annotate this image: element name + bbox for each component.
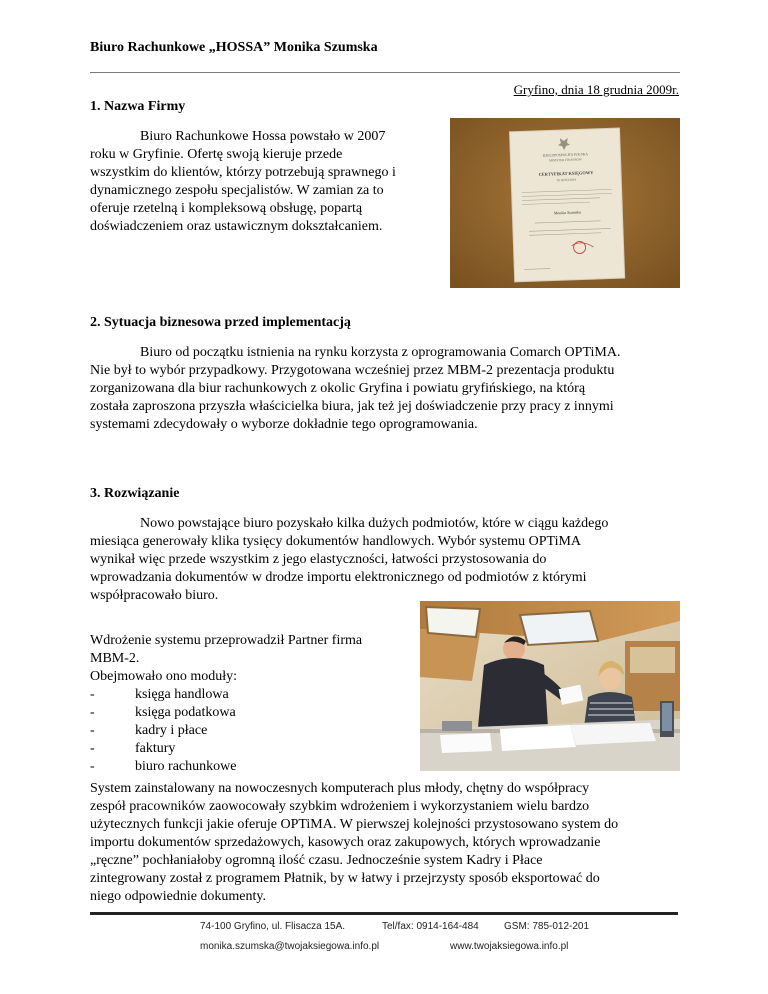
paragraph-line: zespół pracowników zaowocowały szybkim wdrożeniem i wykorzystaniem wielu bardzo bbox=[90, 799, 590, 814]
list-item: - księga podatkowa bbox=[90, 704, 410, 722]
paragraph-line: zintegrowany został z programem Płatnik, by w łatwy i przejrzysty sposób eksportować do bbox=[90, 871, 600, 886]
paragraph-line: System zainstalowany na nowoczesnych komputerach plus młody, chętny do współpracy bbox=[90, 781, 590, 796]
list-item: - kadry i płace bbox=[90, 722, 410, 740]
paragraph-line: Wdrożenie systemu przeprowadził Partner firma bbox=[90, 633, 363, 648]
paragraph-line: dynamicznego zespołu specjalistów. W zamian za to bbox=[90, 183, 384, 198]
paragraph-line: wprowadzania dokumentów w drodze importu elektronicznego od podmiotów z którymi bbox=[90, 570, 587, 585]
paragraph-line: zorganizowana dla biur rachunkowych z okolic Gryfina i powiatu gryfińskiego, na którą bbox=[90, 381, 586, 396]
paragraph-line: Obejmowało ono moduły: bbox=[90, 669, 237, 684]
paragraph-line: została zaproszona przyszła właścicielka biura, jak też jej doświadczenie przy pracy z innymi bbox=[90, 399, 614, 414]
paragraph-line: systemami zdecydowały o wyborze dokładnie tego oprogramowania. bbox=[90, 417, 478, 432]
footer-divider bbox=[90, 912, 678, 915]
paragraph-line: doświadczeniem oraz ustawicznym dokształcaniem. bbox=[90, 219, 383, 234]
footer-address: 74-100 Gryfino, ul. Flisacza 15A. bbox=[200, 921, 346, 932]
section-3-paragraph-2 bbox=[90, 632, 410, 776]
modules-list bbox=[90, 686, 410, 776]
paragraph-line: miesiąca generowały klika tysięcy dokumentów handlowych. Wybór systemu OPTiMA bbox=[90, 534, 582, 549]
paragraph-line: importu dokumentów sprzedażowych, kasowych oraz zakupowych, których wprowadzanie bbox=[90, 835, 601, 850]
list-item: - faktury bbox=[90, 740, 410, 758]
section-3-heading: 3. Rozwiązanie bbox=[90, 486, 180, 501]
section-1-heading: 1. Nazwa Firmy bbox=[90, 99, 186, 114]
footer-gsm: GSM: 785-012-201 bbox=[504, 921, 590, 932]
certificate-line4: Nr 36763/2004 bbox=[556, 177, 576, 183]
header-divider bbox=[90, 72, 680, 73]
paragraph-line: Nowo powstające biuro pozyskało kilka dużych podmiotów, które w ciągu każdego bbox=[140, 516, 609, 531]
section-2-paragraph bbox=[90, 344, 690, 434]
footer-website-link[interactable]: www.twojaksiegowa.info.pl bbox=[450, 941, 569, 952]
paragraph-line: Nie był to wybór przypadkowy. Przygotowana wcześniej przez MBM-2 prezentacja produktu bbox=[90, 363, 615, 378]
paragraph-line: oferuje rzetelną i kompleksową obsługę, popartą bbox=[90, 201, 363, 216]
certificate-name: Monika Szumska bbox=[553, 209, 581, 216]
section-2-heading: 2. Sytuacja biznesowa przed implementacją bbox=[90, 315, 351, 330]
paragraph-line: niego odpowiednie dokumenty. bbox=[90, 889, 267, 904]
document-header-title: Biuro Rachunkowe „HOSSA” Monika Szumska bbox=[90, 40, 378, 55]
paragraph-line: użytecznych funkcji jakie oferuje OPTiMA. W pierwszej kolejności przystosowano system do bbox=[90, 817, 619, 832]
list-item: - księga handlowa bbox=[90, 686, 410, 704]
certificate-line2: MINISTER FINANSÓW bbox=[549, 157, 582, 163]
certificate-photo bbox=[450, 118, 680, 288]
paragraph-line: „ręczne” pochłaniałoby ogromną ilość czasu. Jednocześnie system Kadry i Płace bbox=[90, 853, 543, 868]
paragraph-line: Biuro Rachunkowe Hossa powstało w 2007 bbox=[140, 129, 386, 144]
section-1-paragraph bbox=[90, 128, 430, 236]
footer-telfax: Tel/fax: 0914-164-484 bbox=[382, 921, 479, 932]
list-item: - biuro rachunkowe bbox=[90, 758, 410, 776]
paragraph-line: wszystkim do klientów, którzy potrzebują sprawnego i bbox=[90, 165, 396, 180]
paragraph-line: MBM-2. bbox=[90, 651, 140, 666]
paragraph-line: współpracowało biuro. bbox=[90, 588, 219, 603]
paragraph-line: roku w Gryfinie. Ofertę swoją kieruje przede bbox=[90, 147, 343, 162]
section-3-paragraph-1 bbox=[90, 515, 690, 605]
paragraph-line: wynikał więc przede wszystkim z jego elastyczności, łatwości przystosowania do bbox=[90, 552, 547, 567]
section-3-paragraph-3 bbox=[90, 780, 690, 906]
certificate-line3: CERTYFIKAT KSIĘGOWY bbox=[538, 169, 594, 177]
paragraph-line: Biuro od początku istnienia na rynku korzysta z oprogramowania Comarch OPTiMA. bbox=[140, 345, 621, 360]
footer-email-link[interactable]: monika.szumska@twojaksiegowa.info.pl bbox=[200, 941, 380, 952]
office-photo bbox=[420, 601, 680, 771]
certificate-line1: RZECZPOSPOLITA POLSKA bbox=[542, 152, 588, 158]
document-date: Gryfino, dnia 18 grudnia 2009r. bbox=[513, 82, 679, 97]
